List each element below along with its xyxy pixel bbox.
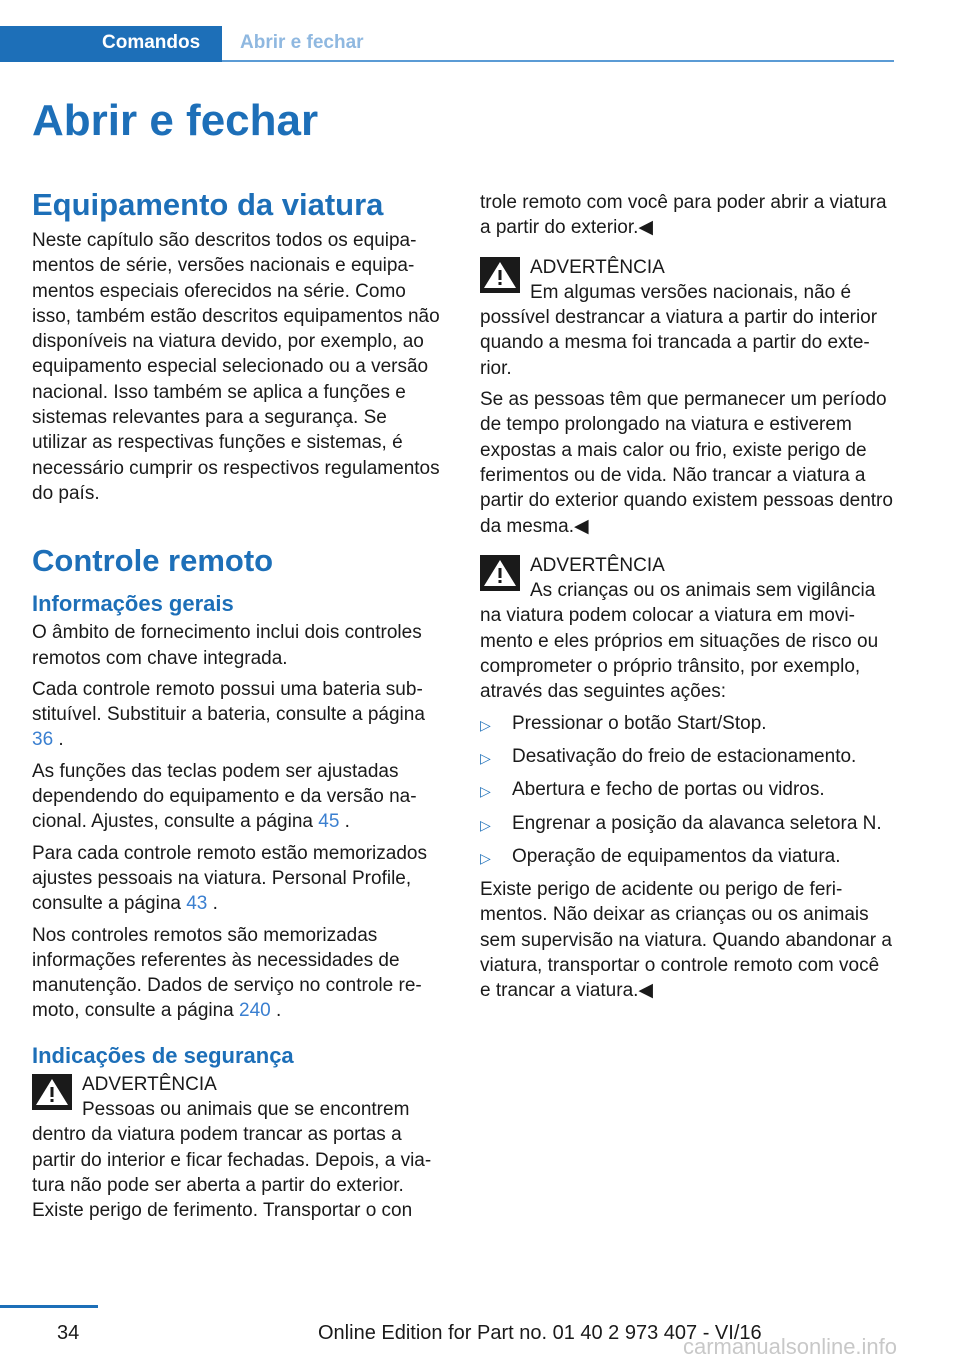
page-link-240[interactable]: 240 [239, 1000, 271, 1022]
footer-edition: Online Edition for Part no. 01 40 2 973 407 - VI/16 [318, 1322, 762, 1344]
page-link-36[interactable]: 36 [32, 729, 54, 751]
right-column [480, 190, 894, 1010]
list-item [480, 711, 894, 738]
heading-indicacoes-seguranca: Indicações de segurança [32, 1042, 294, 1068]
warning-block-1 [32, 1072, 447, 1224]
paragraph-manutencao-text: Nos controles remotos são memorizadas informações referentes às necessidades de manutenção. Dados de serviço no controle remoto, consulte a página [32, 924, 422, 1022]
bullet-list [480, 711, 894, 871]
paragraph-continuation: trole remoto com você para poder abrir a viatura a partir do exterior.◀ [480, 192, 887, 239]
warning-triangle-icon [32, 1074, 72, 1110]
triangle-bullet-icon: ▷ [480, 816, 491, 833]
page-title: Abrir e fechar [32, 96, 319, 145]
paragraph-bateria [32, 677, 447, 753]
warning-title-2: ADVERTÊNCIA [530, 256, 665, 278]
list-item-text: Operação de equipamentos da viatura. [512, 845, 841, 867]
paragraph-manutencao [32, 923, 447, 1024]
warning-text-2: Em algumas versões nacionais, não é possível destrancar a viatura a partir do interior quando a mesma foi trancada a partir do exterior. [480, 281, 878, 379]
warning-title-3: ADVERTÊNCIA [530, 554, 665, 576]
paragraph-perfil [32, 841, 447, 917]
paragraph-manutencao-end: . [276, 1000, 282, 1022]
warning-text-1: Pessoas ou animais que se encontrem dentro da viatura podem trancar as portas a partir do interior e ficar fechadas. Depois, a viatura não pode ser aberta a partir do exterior. Existe perigo de ferimento. Transportar o con [32, 1099, 432, 1222]
triangle-bullet-icon: ▷ [480, 783, 491, 800]
warning-text-3: As crianças ou os animais sem vigilância na viatura podem colocar a viatura em movimento e eles próprios em situações de risco ou comprometer o próprio trânsito, por exemplo, através das seguintes ações: [480, 580, 879, 703]
watermark: carmanualsonline.info [683, 1334, 898, 1359]
list-item [480, 744, 894, 771]
heading-controle-remoto: Controle remoto [32, 543, 274, 579]
paragraph-teclas-text: As funções das teclas podem ser ajustadas dependendo do equipamento e da versão nacional. Ajustes, consulte a página [32, 760, 417, 833]
warning-triangle-icon [480, 257, 520, 293]
heading-informacoes-gerais: Informações gerais [32, 591, 234, 617]
page-link-45[interactable]: 45 [318, 811, 340, 833]
warning-text-2b: Se as pessoas têm que permanecer um período de tempo prolongado na viatura e estiverem expostas a mais calor ou frio, existe perigo de ferimentos ou de vida. Não trancar a viatura a partir do exterior quando existem pessoas dentro da mesma.◀ [480, 389, 893, 537]
paragraph-final: Existe perigo de acidente ou perigo de ferimentos. Não deixar as crianças ou os animais sem supervisão na viatura. Quando abandonar a viatura, transportar o controle remoto com você e trancar a viatura.◀ [480, 879, 892, 1002]
triangle-bullet-icon: ▷ [480, 849, 491, 866]
warning-triangle-icon [480, 555, 520, 591]
list-item [480, 777, 894, 804]
paragraph-teclas-end: . [344, 811, 350, 833]
paragraph-ambito: O âmbito de fornecimento inclui dois controles remotos com chave integrada. [32, 622, 422, 669]
triangle-bullet-icon: ▷ [480, 749, 491, 766]
header-chapter-label: Comandos [102, 32, 201, 53]
header-rule [222, 60, 894, 62]
list-item-text: Engrenar a posição da alavanca seletora N. [512, 812, 882, 834]
paragraph-equipamento: Neste capítulo são descritos todos os equipamentos de série, versões nacionais e equipamentos especiais oferecidos na série. Como isso, também estão descritos equipamentos não disponíveis na viatura devido, por exemplo, ao equipamento especial selecionado ou a versão nacional. Isso também se aplica a funções e sistemas relevantes para a segurança. Se utilizar as respectivas funções e sistemas, é necessário cumprir os respectivos regulamentos do país. [32, 230, 440, 504]
warning-block-2 [480, 255, 894, 539]
paragraph-bateria-text: Cada controle remoto possui uma bateria substituível. Substituir a bateria, consulte a página [32, 678, 425, 726]
paragraph-bateria-end: . [58, 729, 64, 751]
page-link-43[interactable]: 43 [186, 893, 208, 915]
header-section-label: Abrir e fechar [240, 32, 364, 53]
footer-rule [0, 1305, 98, 1308]
page-number: 34 [57, 1322, 80, 1344]
list-item-text: Pressionar o botão Start/Stop. [512, 712, 767, 734]
list-item-text: Abertura e fecho de portas ou vidros. [512, 779, 825, 801]
triangle-bullet-icon: ▷ [480, 716, 491, 733]
list-item-text: Desativação do freio de estacionamento. [512, 745, 857, 767]
heading-equipamento: Equipamento da viatura [32, 187, 384, 222]
list-item [480, 844, 894, 871]
left-column [32, 186, 447, 1230]
list-item [480, 811, 894, 838]
warning-title-1: ADVERTÊNCIA [82, 1073, 217, 1095]
paragraph-perfil-end: . [212, 893, 218, 915]
warning-block-3 [480, 553, 894, 705]
paragraph-teclas [32, 759, 447, 835]
paragraph-perfil-text: Para cada controle remoto estão memorizados ajustes pessoais na viatura. Personal Profile, consulte a página [32, 842, 427, 915]
